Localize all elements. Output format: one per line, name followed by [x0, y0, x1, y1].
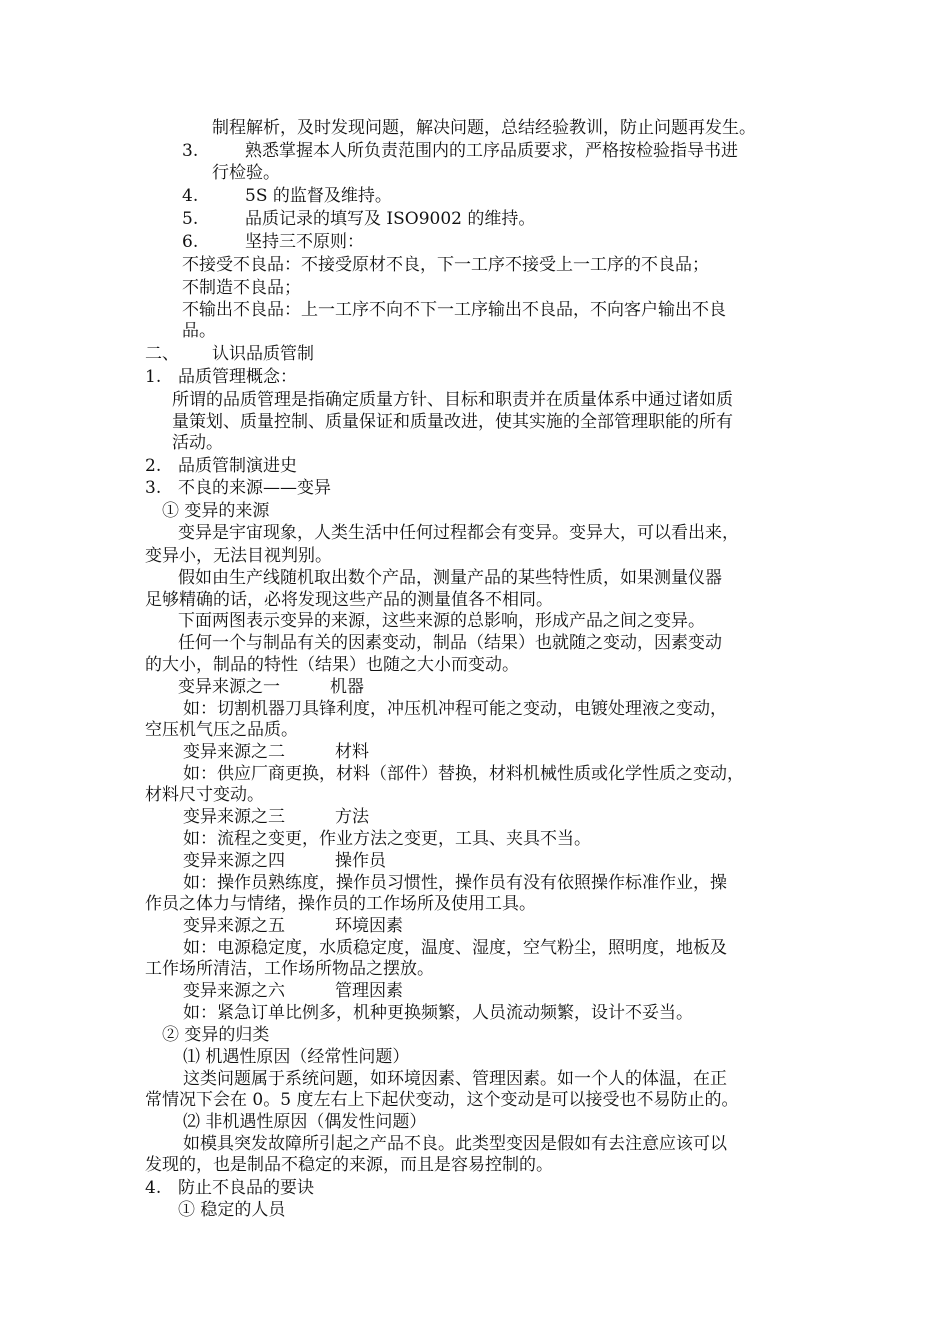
text-line: 发现的，也是制品不稳定的来源，而且是容易控制的。	[145, 1155, 553, 1175]
variation-source-label: 变异来源之二	[183, 742, 285, 762]
section-number: 二、	[145, 344, 179, 364]
text-line: 工作场所清洁，工作场所物品之摆放。	[145, 959, 434, 979]
variation-source-name: 机器	[330, 677, 364, 697]
text-line: 不接受不良品：不接受原材不良，下一工序不接受上一工序的不良品；	[182, 255, 709, 275]
text-line: 假如由生产线随机取出数个产品，测量产品的某些特性质，如果测量仪器	[178, 568, 722, 588]
text-line: 变异小，无法目视判别。	[145, 546, 332, 566]
variation-source-name: 材料	[335, 742, 369, 762]
sub-sub-heading: ⑴ 机遇性原因（经常性问题）	[183, 1047, 410, 1067]
text-line: 如：紧急订单比例多，机种更换频繁，人员流动频繁，设计不妥当。	[183, 1003, 693, 1023]
text-line: 不制造不良品；	[182, 278, 301, 298]
text-line: 材料尺寸变动。	[145, 785, 264, 805]
text-line: 品质管制演进史	[178, 456, 297, 476]
variation-source-label: 变异来源之三	[183, 807, 285, 827]
sub-heading: ① 变异的来源	[162, 501, 270, 521]
variation-source-name: 方法	[335, 807, 369, 827]
text-line: 品。	[182, 321, 216, 341]
text-line: 行检验。	[212, 163, 280, 183]
text-line: 如：操作员熟练度，操作员习惯性，操作员有没有依照操作标准作业，操	[183, 873, 727, 893]
text-line: 如：电源稳定度，水质稳定度，温度、湿度，空气粉尘，照明度，地板及	[183, 938, 727, 958]
list-number: 3.	[182, 141, 199, 161]
text-line: 所谓的品质管理是指确定质量方针、目标和职责并在质量体系中通过诸如质	[172, 390, 733, 410]
section-title: 认识品质管制	[212, 344, 314, 364]
text-line: 如：供应厂商更换，材料（部件）替换，材料机械性质或化学性质之变动，	[183, 764, 744, 784]
list-number: 5.	[182, 209, 199, 229]
variation-source-name: 环境因素	[335, 916, 403, 936]
text-line: 活动。	[172, 433, 223, 453]
variation-source-label: 变异来源之四	[183, 851, 285, 871]
sub-heading: ② 变异的归类	[162, 1025, 270, 1045]
text-line: 变异是宇宙现象，人类生活中任何过程都会有变异。变异大，可以看出来，	[178, 523, 739, 543]
text-line: 坚持三不原则：	[245, 232, 364, 252]
text-line: 常情况下会在 0。5 度左右上下起伏变动，这个变动是可以接受也不易防止的。	[145, 1090, 739, 1110]
text-line: 这类问题属于系统问题，如环境因素、管理因素。如一个人的体温，在正	[183, 1069, 727, 1089]
sub-heading: ① 稳定的人员	[178, 1200, 286, 1220]
variation-source-name: 管理因素	[335, 981, 403, 1001]
list-number: 4.	[145, 1178, 162, 1198]
text-line: 量策划、质量控制、质量保证和质量改进，使其实施的全部管理职能的所有	[172, 412, 733, 432]
variation-source-label: 变异来源之五	[183, 916, 285, 936]
text-line: 熟悉掌握本人所负责范围内的工序品质要求，严格按检验指导书进	[245, 141, 738, 161]
text-line: 如：流程之变更，作业方法之变更，工具、夹具不当。	[183, 829, 591, 849]
list-number: 1.	[145, 367, 162, 387]
list-number: 4.	[182, 186, 199, 206]
text-line: 如：切割机器刀具锋利度，冲压机冲程可能之变动，电镀处理液之变动，	[183, 699, 727, 719]
text-line: 作员之体力与情绪，操作员的工作场所及使用工具。	[145, 894, 536, 914]
text-line: 品质管理概念：	[178, 367, 297, 387]
variation-source-label: 变异来源之一	[178, 677, 280, 697]
text-line: 任何一个与制品有关的因素变动，制品（结果）也就随之变动，因素变动	[178, 633, 722, 653]
text-line: 如模具突发故障所引起之产品不良。此类型变因是假如有去注意应该可以	[183, 1134, 727, 1154]
text-line: 防止不良品的要诀	[178, 1178, 314, 1198]
variation-source-name: 操作员	[335, 851, 386, 871]
list-number: 3.	[145, 478, 162, 498]
variation-source-label: 变异来源之六	[183, 981, 285, 1001]
text-line: 品质记录的填写及 ISO9002 的维持。	[245, 209, 536, 229]
text-line: 的大小，制品的特性（结果）也随之大小而变动。	[145, 655, 519, 675]
text-line: 不输出不良品：上一工序不向不下一工序输出不良品，不向客户输出不良	[182, 300, 726, 320]
sub-sub-heading: ⑵ 非机遇性原因（偶发性问题）	[183, 1112, 427, 1132]
text-line: 不良的来源——变异	[178, 478, 331, 498]
text-line: 空压机气压之品质。	[145, 720, 298, 740]
list-number: 2.	[145, 456, 162, 476]
list-number: 6.	[182, 232, 199, 252]
text-line: 制程解析，及时发现问题，解决问题，总结经验教训，防止问题再发生。	[212, 118, 756, 138]
text-line: 下面两图表示变异的来源，这些来源的总影响，形成产品之间之变异。	[178, 611, 705, 631]
text-line: 5S 的监督及维持。	[245, 186, 392, 206]
text-line: 足够精确的话，必将发现这些产品的测量值各不相同。	[145, 590, 553, 610]
